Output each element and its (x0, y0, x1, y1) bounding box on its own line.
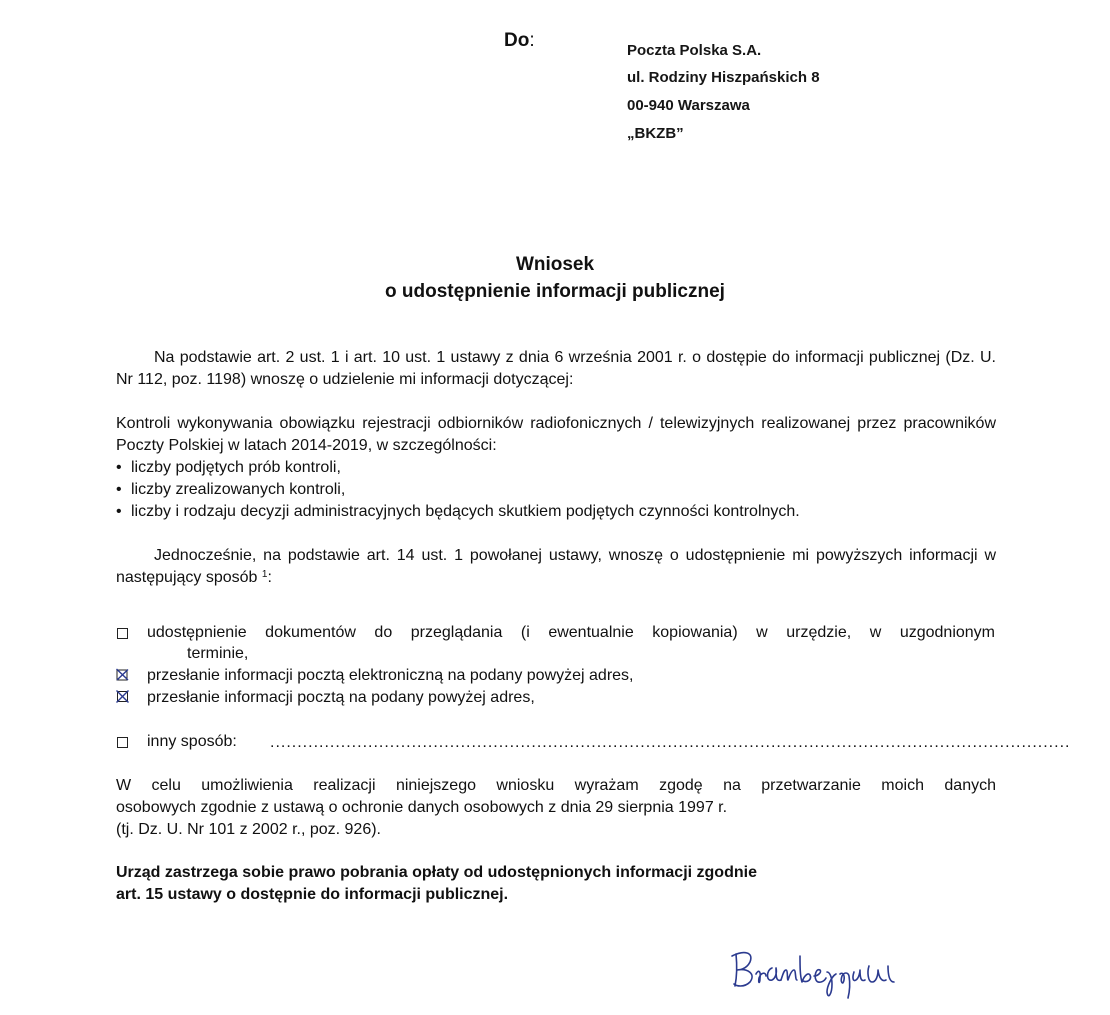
option-label: inny sposób: (147, 733, 237, 750)
option-label: udostępnienie dokumentów do przeglądania (i ewentualnie kopiowania) w urzędzie, w uzgodnionym (147, 624, 995, 641)
dotted-fill-line[interactable]: ................................................................................................................................................... (270, 734, 1071, 751)
handwritten-signature-icon (728, 942, 908, 1012)
recipient-street: ul. Rodziny Hiszpańskich 8 (627, 69, 820, 86)
option-checkbox-visit[interactable] (117, 628, 128, 639)
consent-line: W celu umożliwienia realizacji niniejszego wniosku wyrażam zgodę na przetwarzanie moich danych (116, 777, 996, 794)
fee-note: art. 15 ustawy o dostępnie do informacji publicznej. (116, 886, 509, 903)
method-paragraph: Jednocześnie, na podstawie art. 14 ust. 1 powołanej ustawy, wnoszę o udostępnienie mi powyższych informacji w następujący sposób $^1$: (116, 547, 996, 586)
option-checkbox-post[interactable] (116, 690, 129, 703)
option-checkbox-other[interactable] (117, 737, 128, 748)
document-title: Wniosek (515, 254, 595, 275)
recipient-label: Do: (504, 30, 535, 51)
fee-note: Urząd zastrzega sobie prawo pobrania opłaty od udostępnionych informacji zgodnie (116, 864, 757, 881)
list-item: • liczby i rodzaju decyzji administracyjnych będących skutkiem podjętych czynności kontrolnych. (116, 503, 800, 520)
list-item: • liczby podjętych prób kontroli, (116, 459, 341, 476)
recipient-name: Poczta Polska S.A. (627, 42, 762, 59)
intro-paragraph: Na podstawie art. 2 ust. 1 i art. 10 ust. 1 ustawy z dnia 6 września 2001 r. o dostępie do informacji publicznej (Dz. U. Nr 112, poz. 1198) wnoszę o udzielenie mi informacji dotyczącej: (116, 349, 996, 388)
option-label: przesłanie informacji pocztą na podany powyżej adres, (147, 689, 535, 706)
consent-line: (tj. Dz. U. Nr 101 z 2002 r., poz. 926). (116, 821, 381, 838)
list-item: • liczby zrealizowanych kontroli, (116, 481, 346, 498)
option-checkbox-email[interactable] (116, 668, 129, 681)
document-subtitle: o udostępnienie informacji publicznej (385, 281, 725, 302)
recipient-department: „BKZB” (627, 125, 684, 142)
option-label-cont: terminie, (187, 645, 249, 662)
consent-line: osobowych zgodnie z ustawą o ochronie danych osobowych z dnia 29 sierpnia 1997 r. (116, 799, 728, 816)
option-label: przesłanie informacji pocztą elektroniczną na podany powyżej adres, (147, 667, 634, 684)
footnote-marker: 1 (261, 569, 268, 580)
subject-paragraph: Kontroli wykonywania obowiązku rejestracji odbiorników radiofonicznych / telewizyjnych realizowanej przez pracowników Poczty Polskiej w latach 2014-2019, w szczególności: (116, 415, 996, 454)
recipient-city: 00-940 Warszawa (627, 97, 750, 114)
